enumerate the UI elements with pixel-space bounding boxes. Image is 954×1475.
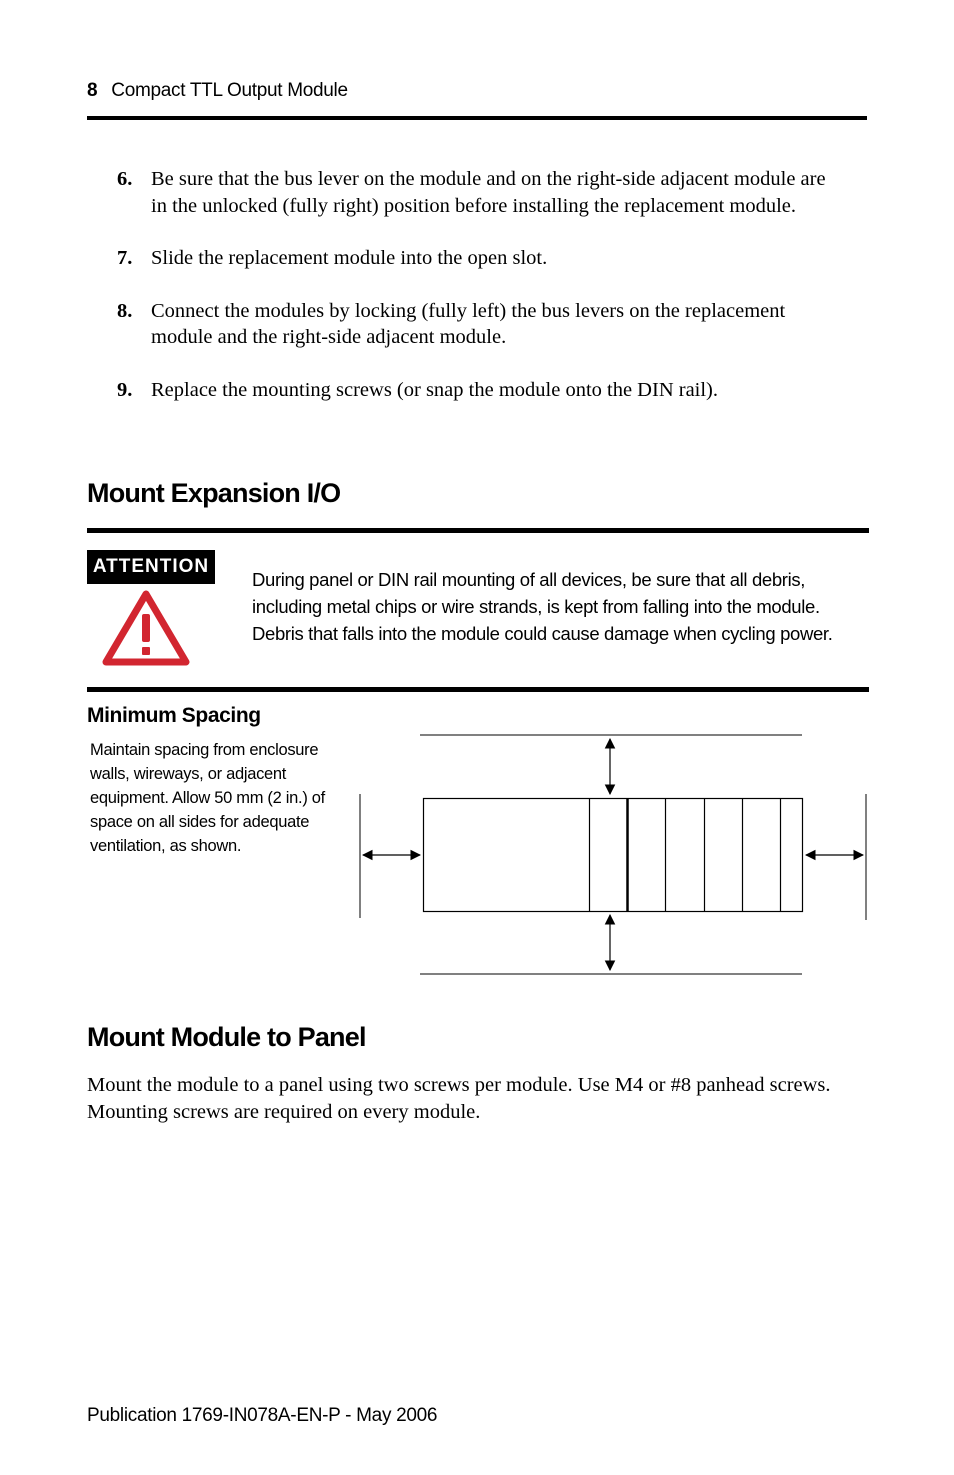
step-number: 6. <box>117 168 133 190</box>
panel-mount-text: Mount the module to a panel using two screws per module. Use M4 or #8 panhead screws. Mounting screws are required on every module. <box>87 1074 831 1123</box>
step-number: 9. <box>117 378 133 401</box>
step-text: Slide the replacement module into the open slot. <box>151 247 548 269</box>
attention-badge: ATTENTION <box>87 550 215 584</box>
document-title: Compact TTL Output Module <box>111 80 348 101</box>
page-number: 8 <box>87 80 98 101</box>
step-text: Be sure that the bus lever on the module and on the right-side adjacent module are in the unlocked (fully right) position before installing the replacement module. <box>151 168 826 217</box>
step-number: 7. <box>117 247 133 269</box>
minimum-spacing-heading: Minimum Spacing <box>87 704 261 727</box>
step-number: 8. <box>117 299 133 322</box>
publication-footer: Publication 1769-IN078A-EN-P - May 2006 <box>87 1405 438 1426</box>
section-heading-expansion: Mount Expansion I/O <box>87 478 341 508</box>
section-heading-panel: Mount Module to Panel <box>87 1022 366 1052</box>
minimum-spacing-text: Maintain spacing from enclosure walls, wireways, or adjacent equipment. Allow 50 mm (2 in.) of space on all sides for adequate ventilation, as shown. <box>90 741 325 855</box>
module-assembly <box>424 799 803 912</box>
step-text: Connect the modules by locking (fully left) the bus levers on the replacement module and the right-side adjacent module. <box>151 299 786 348</box>
attention-text: During panel or DIN rail mounting of all devices, be sure that all debris, including metal chips or wire strands, is kept from falling into the module. Debris that falls into the module could cause damage when cycling power. <box>252 569 833 644</box>
step-text: Replace the mounting screws (or snap the module onto the DIN rail). <box>151 378 719 401</box>
